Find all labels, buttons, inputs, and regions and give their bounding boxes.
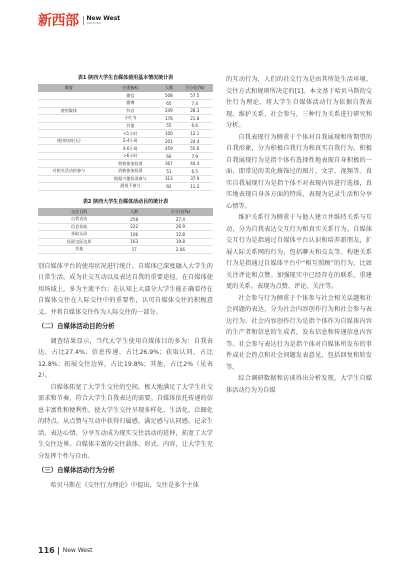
left-paragraph-2: 调查结果显示，当代大学生使用自媒体目的多为：自我表达，占比27.4%；信息传递，占比26.9%；获取认同，占比12.8%；拓展交往边界，占比19.8%；其他，占比2%（见表2）。 bbox=[38, 337, 213, 380]
table2-cell: 2.06 bbox=[148, 246, 213, 254]
table2-cell: 信息获取 bbox=[38, 223, 120, 231]
right-paragraph-1: 的互动行为，人们的社交行为是由其所处生活环境、交往方式和规则所决定的[1]。本文基于哈贝马斯的交往行为理论，将大学生自媒体活动行为依据自我表现、维护关系、社会参与，三种行为关系进行研究和分析。 bbox=[226, 76, 372, 129]
table-row bbox=[38, 107, 213, 115]
table1-cell: 313 bbox=[161, 175, 176, 183]
table1-cell: 459 bbox=[161, 145, 176, 153]
section-heading-behavior: （三）自媒体活动行为分析 bbox=[38, 466, 115, 475]
table2-cell: 258 bbox=[120, 216, 147, 224]
table1-header-cell: 维度 bbox=[38, 84, 100, 92]
table1-cell: 使用媒体 bbox=[38, 107, 100, 115]
right-paragraph-4: 社会参与行为侧重于个体参与社会相关话题和社会问题的表达，分为社会内容创作行为和社会参与表达行为。社会内容创作行为是指个体作为自媒体内容的生产者和信息的生成者，发布信息和传递信息内容等。社会参与表达行为是指个体对自媒体所发布的事件或社会热点和社会问题发表意见，包括回复和转发等。 bbox=[226, 294, 372, 371]
table1-cell: 2-4小时 bbox=[100, 137, 162, 145]
table1-cell: 28.3 bbox=[177, 107, 213, 115]
table1-cell: 66 bbox=[161, 152, 176, 160]
table-row bbox=[38, 122, 213, 130]
table2-header-cell: 百分比(%) bbox=[148, 208, 213, 216]
table1-cell: 其他 bbox=[100, 122, 162, 130]
table1-cell bbox=[38, 130, 100, 138]
logo-english-name: New West bbox=[86, 14, 121, 22]
table-row bbox=[38, 130, 213, 138]
table2-caption: 表2 陕西大学生自媒体活动目的统计表 bbox=[82, 198, 169, 205]
table1-cell: 367 bbox=[161, 160, 176, 168]
right-paragraph-3: 维护关系行为侧重于与他人建立并维持关系与互动，分为自我表达交互行为和真实关系行为。自媒体交互行为是指通过自媒体平台认识和培养新朋友，扩展人际关系网的行为，包括聊天和交友等。构建关系行为是指通过自媒体平台中“相互照顾”的行为，比如关注评论和点赞。加强现实中已经存在的联系，重建更的关系。表现为点赞、评论、关注等。 bbox=[226, 214, 372, 290]
table1-cell bbox=[38, 160, 100, 168]
left-paragraph-1: 别自媒体平台的使用状况进行统计。自媒体已深度融入大学生的日常生活。成为社交互动以及表达自我的重要途径。在自媒体使用场域上，多为主流平台；在认知上大部分大学生能正确看待在自媒体交往在人际交往中的重要性，认可自媒体交往的积极意义。并将自媒体交往作为人际交往的一部分。 bbox=[38, 262, 213, 316]
section-heading-purpose: （二）自媒体活动目的分析 bbox=[38, 322, 115, 331]
page-footer bbox=[38, 546, 92, 555]
table1-cell: 57.5 bbox=[177, 92, 213, 100]
table2-cell: 163 bbox=[120, 238, 147, 246]
table-row bbox=[38, 160, 213, 168]
table2-header-cell: 交往目的 bbox=[38, 208, 120, 216]
table1 bbox=[38, 84, 213, 191]
table1-cell: 7.4 bbox=[177, 100, 213, 108]
table1-caption: 表1 陕西大学生自媒体使用基本情况统计表 bbox=[77, 75, 174, 81]
table2-cell: 17 bbox=[120, 246, 147, 254]
footer-divider bbox=[58, 547, 59, 555]
table1-cell: >6小时 bbox=[100, 152, 162, 160]
table-row bbox=[38, 145, 213, 153]
table1-header-cell: 分类指标 bbox=[100, 84, 162, 92]
table-row bbox=[38, 223, 213, 231]
table1-cell: 微信 bbox=[100, 92, 162, 100]
table1-cell: 55 bbox=[161, 122, 176, 130]
table1-cell: 65 bbox=[161, 100, 176, 108]
table1-cell: 24.4 bbox=[177, 137, 213, 145]
table1-cell: 微博 bbox=[100, 100, 162, 108]
table1-cell bbox=[38, 183, 100, 191]
table2-cell: 27.4 bbox=[148, 216, 213, 224]
table1-cell: 4-6小时 bbox=[100, 145, 162, 153]
table-row bbox=[38, 216, 213, 224]
table1-cell bbox=[38, 175, 100, 183]
table1-cell: 11.2 bbox=[177, 183, 213, 191]
left-column bbox=[38, 74, 213, 491]
table1-cell: 100 bbox=[161, 130, 176, 138]
logo-pinyin: XIN XI BU bbox=[86, 20, 101, 25]
table-row bbox=[38, 167, 213, 175]
page-number: 116 bbox=[38, 546, 55, 555]
table-row bbox=[38, 246, 213, 254]
table1-cell bbox=[38, 152, 100, 160]
table-row bbox=[38, 231, 213, 239]
table2-cell: 19.8 bbox=[148, 238, 213, 246]
table1-cell: 7.9 bbox=[177, 152, 213, 160]
right-column bbox=[226, 74, 372, 396]
table1-header-cell: 人数 bbox=[161, 84, 176, 92]
table1-cell bbox=[38, 122, 100, 130]
table1-cell: <1小时 bbox=[100, 130, 162, 138]
table1-cell: 201 bbox=[161, 137, 176, 145]
table2-cell: 自我表达 bbox=[38, 216, 120, 224]
table1-cell bbox=[38, 92, 100, 100]
table2-cell: 12.8 bbox=[148, 231, 213, 239]
table1-cell: 使用时间(天) bbox=[38, 137, 100, 145]
table1-cell: 21.8 bbox=[177, 115, 213, 123]
table1-cell: 消极参加投票 bbox=[100, 167, 162, 175]
table1-cell: 6.5 bbox=[177, 167, 213, 175]
table1-cell: 44.4 bbox=[177, 160, 213, 168]
table1-cell: 积极参加投票 bbox=[100, 160, 162, 168]
table2-cell: 106 bbox=[120, 231, 147, 239]
right-paragraph-2: 自我表现行为侧重于个体对自我展现和所期望的自我形象，分为积极自我行为和真实自我行为。积极自我展现行为是指个体有选择性地表现自身积极的一面，即常见的美化修饰过的图片、文字、视频等。真实自我展现行为是指个体不对表现内容进行选择，真实地表现自身各方面的特质，表现为记录生活和分享心情等。 bbox=[226, 133, 372, 210]
journal-logo-english bbox=[83, 16, 121, 25]
table1-cell: 51 bbox=[161, 167, 176, 175]
table1-cell: 37.9 bbox=[177, 175, 213, 183]
table2 bbox=[38, 208, 213, 254]
table-row bbox=[38, 152, 213, 160]
table1-cell: 508 bbox=[161, 92, 176, 100]
right-paragraph-5: 综合调研数据和访谈得出分析发现，大学生自媒体活动行为为自媒 bbox=[226, 375, 372, 394]
table1-header-cell: 百分比(%) bbox=[177, 84, 213, 92]
table1-cell: 6.6 bbox=[177, 122, 213, 130]
footer-journal-name: New West bbox=[62, 547, 93, 554]
table1-cell: 92 bbox=[161, 183, 176, 191]
table2-cell: 222 bbox=[120, 223, 147, 231]
table2-header-cell: 人数 bbox=[120, 208, 147, 216]
table1-cell bbox=[38, 115, 100, 123]
table2-cell: 26.9 bbox=[148, 223, 213, 231]
table2-cell: 其他 bbox=[38, 246, 120, 254]
table-row bbox=[38, 137, 213, 145]
table1-cell: 12.1 bbox=[177, 130, 213, 138]
table2-cell: 获取认同 bbox=[38, 231, 120, 239]
table1-cell: 对相关活动的参与 bbox=[38, 167, 100, 175]
left-paragraph-3: 自媒体拓宽了大学生交往的空间，极大地满足了大学生社交需求和节奏，符合大学生自我表达的需要。自媒体依托传递的信息丰富性和便利性，使大学生交往呈现多样化、生活化、泛圈化的特点。从点赞与互动中获得归属感，满足感与认同感。记录生活、表达心情、分享互动成为现实交往活动的延伸，拓宽了大学生交往边界。自媒体丰富的交往载体、形式、内容，让大学生充分发挥个性与自由。 bbox=[38, 383, 213, 460]
table-row bbox=[38, 92, 213, 100]
table1-cell: 抖音 bbox=[100, 107, 162, 115]
table1-cell: 小红书 bbox=[100, 115, 162, 123]
table-row bbox=[38, 183, 213, 191]
table-row bbox=[38, 115, 213, 123]
table1-cell: 漠视不参与 bbox=[100, 183, 162, 191]
table1-cell bbox=[38, 145, 100, 153]
table1-cell: 178 bbox=[161, 115, 176, 123]
left-paragraph-4: 哈贝马斯在《交往行为理论》中提出，交往是多个主体 bbox=[50, 481, 199, 489]
table1-cell: 55.6 bbox=[177, 145, 213, 153]
table-row bbox=[38, 238, 213, 246]
table-row bbox=[38, 175, 213, 183]
table2-cell: 拓展交际边界 bbox=[38, 238, 120, 246]
table1-cell bbox=[38, 100, 100, 108]
table1-cell: 249 bbox=[161, 107, 176, 115]
masthead bbox=[38, 9, 120, 31]
table-row bbox=[38, 100, 213, 108]
journal-logo: 新西部 bbox=[38, 13, 79, 29]
table1-cell: 根据兴趣投票参与 bbox=[100, 175, 162, 183]
